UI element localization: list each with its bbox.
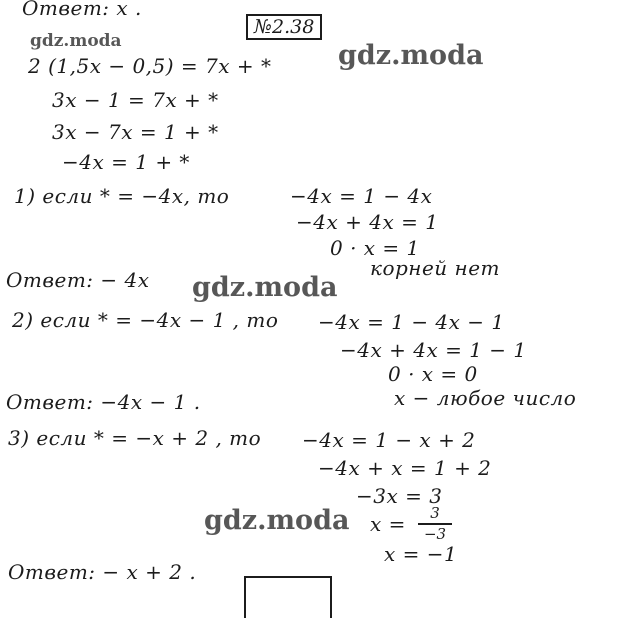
fraction-numerator: 3 xyxy=(430,504,440,522)
answer-box-partial xyxy=(244,576,332,618)
equation-line-3: −4x = 1 + * xyxy=(62,150,190,174)
equation-line-0: 2 (1,5x − 0,5) = 7x + * xyxy=(28,54,272,78)
case3-step3: −3x = 3 xyxy=(356,484,443,508)
case3-step1: −4x = 1 − x + 2 xyxy=(302,428,476,452)
case3-step4-left: x = xyxy=(370,512,406,536)
case1-note: корней нет xyxy=(370,256,501,280)
watermark-middle: gdz.moda xyxy=(192,272,338,303)
equation-line-1: 3x − 1 = 7x + * xyxy=(52,88,219,112)
case2-step3: 0 · x = 0 xyxy=(388,362,478,386)
case3-answer: Ответ: − x + 2 . xyxy=(8,560,197,584)
case1-step2: −4x + 4x = 1 xyxy=(296,210,439,234)
case2-step1: −4x = 1 − 4x − 1 xyxy=(318,310,505,334)
equation-line-2: 3x − 7x = 1 + * xyxy=(52,120,219,144)
case3-step5: x = −1 xyxy=(384,542,458,566)
case2-condition: 2) если * = −4x − 1 , то xyxy=(12,308,279,332)
case3-fraction xyxy=(418,505,452,543)
watermark-top: gdz.moda xyxy=(338,40,484,71)
case3-step2: −4x + x = 1 + 2 xyxy=(318,456,492,480)
case2-note: x − любое число xyxy=(394,386,577,410)
case2-answer: Ответ: −4x − 1 . xyxy=(6,390,201,414)
previous-answer: Ответ: x . xyxy=(22,0,142,20)
case1-condition: 1) если * = −4x, то xyxy=(14,184,230,208)
watermark-bottom: gdz.moda xyxy=(204,505,350,536)
case1-step3: 0 · x = 1 xyxy=(330,236,420,260)
case1-answer: Ответ: − 4x xyxy=(6,268,150,292)
problem-number: №2.38 xyxy=(246,14,322,40)
case1-step1: −4x = 1 − 4x xyxy=(290,184,433,208)
watermark-small: gdz.moda xyxy=(30,31,122,51)
case2-step2: −4x + 4x = 1 − 1 xyxy=(340,338,527,362)
case3-condition: 3) если * = −x + 2 , то xyxy=(8,426,262,450)
fraction-denominator: −3 xyxy=(423,525,447,543)
